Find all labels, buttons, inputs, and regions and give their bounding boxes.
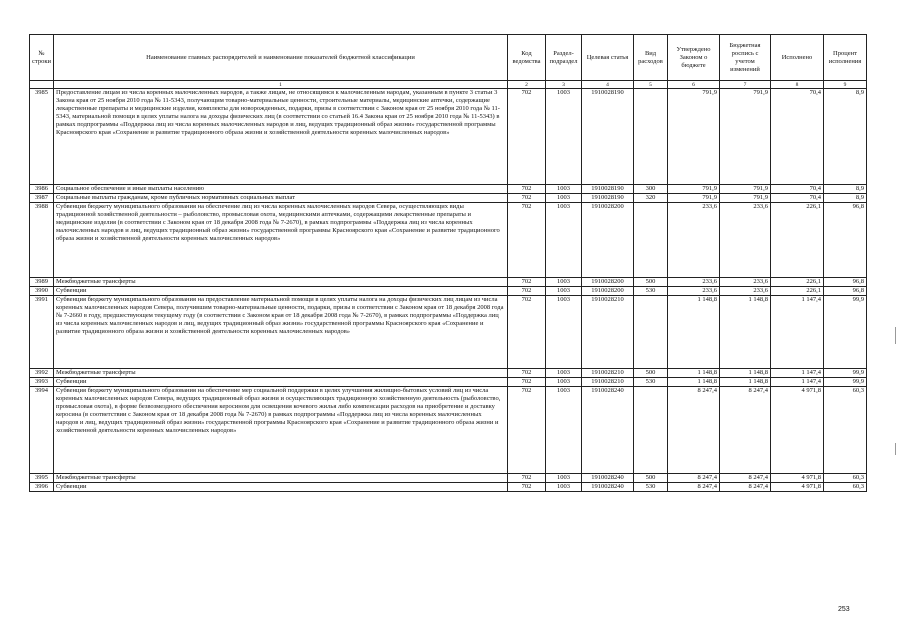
expense-type: 530 <box>634 287 668 296</box>
row-name: Социальное обеспечение и иные выплаты населению <box>54 185 508 194</box>
expense-type: 530 <box>634 378 668 387</box>
column-number: 7 <box>720 81 771 89</box>
section-code: 1003 <box>546 369 582 378</box>
executed-amount: 1 147,4 <box>771 369 824 378</box>
budget-amount: 1 148,8 <box>720 296 771 369</box>
row-name: Субвенция бюджету муниципального образования на обеспечение лиц из числа коренных малочисленных народов Севера, осуществляющих виды традиционной хозяйственной деятельности – рыболовство, промысловая охота, медицинскими аптечками, содержащими лекарственные препараты и медицинские изделия (в соответствии с Законом края от 18 декабря 2008 года № 7-2670), в рамках подпрограммы «Поддержка лиц из числа коренных малочисленных народов и лиц, ведущих традиционный образ жизни» государственной программы Красноярского края «Сохранение и развитие традиционного образа жизни и хозяйственной деятельности коренных малочисленных народов» <box>54 203 508 278</box>
table-row <box>30 287 867 296</box>
budget-amount: 791,9 <box>720 194 771 203</box>
row-number: 3986 <box>30 185 54 194</box>
target-article: 1910028240 <box>582 474 634 483</box>
approved-amount: 233,6 <box>668 287 720 296</box>
row-number: 3991 <box>30 296 54 369</box>
executed-amount: 1 147,4 <box>771 378 824 387</box>
budget-amount: 8 247,4 <box>720 474 771 483</box>
percent-executed: 99,9 <box>824 369 867 378</box>
expense-type: 500 <box>634 278 668 287</box>
column-number: 4 <box>582 81 634 89</box>
target-article: 1910028190 <box>582 89 634 185</box>
percent-executed: 60,3 <box>824 483 867 492</box>
percent-executed: 60,3 <box>824 474 867 483</box>
row-name: Субвенция бюджету муниципального образования на предоставление материальной помощи в целях уплаты налога на доходы физических лиц лицам из числа коренных малочисленных народов Севера, получившим товарно-материальные ценности, подарки, призы в соответствии с Законом края от 18 декабря 2008 года № 7-2660 в году, предшествующем текущему году (в соответствии с Законом края от 18 декабря 2008 года № 7-2670), в рамках подпрограммы «Поддержка лиц из числа коренных малочисленных народов и лиц, ведущих традиционный образ жизни» государственной программы Красноярского края «Сохранение и развитие традиционного образа жизни и хозяйственной деятельности коренных малочисленных народов» <box>54 296 508 369</box>
executed-amount: 4 971,8 <box>771 483 824 492</box>
target-article: 1910028200 <box>582 203 634 278</box>
table-row <box>30 483 867 492</box>
percent-executed: 99,9 <box>824 296 867 369</box>
table-row <box>30 203 867 278</box>
approved-amount: 791,9 <box>668 194 720 203</box>
table-row <box>30 296 867 369</box>
header-row-number: № строки <box>30 35 54 81</box>
table-row <box>30 194 867 203</box>
approved-amount: 233,6 <box>668 278 720 287</box>
expense-type: 320 <box>634 194 668 203</box>
row-name: Субвенции <box>54 378 508 387</box>
budget-amount: 233,6 <box>720 287 771 296</box>
dept-code: 702 <box>508 369 546 378</box>
target-article: 1910028210 <box>582 378 634 387</box>
target-article: 1910028190 <box>582 185 634 194</box>
dept-code: 702 <box>508 89 546 185</box>
executed-amount: 70,4 <box>771 89 824 185</box>
target-article: 1910028200 <box>582 287 634 296</box>
expense-type <box>634 387 668 474</box>
column-number: 5 <box>634 81 668 89</box>
row-number: 3989 <box>30 278 54 287</box>
approved-amount: 791,9 <box>668 185 720 194</box>
row-name: Межбюджетные трансферты <box>54 474 508 483</box>
table-row <box>30 278 867 287</box>
column-number <box>30 81 54 89</box>
row-number: 3985 <box>30 89 54 185</box>
dept-code: 702 <box>508 194 546 203</box>
executed-amount: 226,1 <box>771 203 824 278</box>
row-number: 3992 <box>30 369 54 378</box>
row-number: 3995 <box>30 474 54 483</box>
dept-code: 702 <box>508 185 546 194</box>
approved-amount: 233,6 <box>668 203 720 278</box>
row-name: Межбюджетные трансферты <box>54 278 508 287</box>
column-number: 8 <box>771 81 824 89</box>
budget-amount: 791,9 <box>720 185 771 194</box>
table-row <box>30 378 867 387</box>
header-target-article: Целевая статья <box>582 35 634 81</box>
row-name: Субвенции <box>54 287 508 296</box>
column-number: 2 <box>508 81 546 89</box>
section-code: 1003 <box>546 89 582 185</box>
expense-type: 300 <box>634 185 668 194</box>
table-row <box>30 474 867 483</box>
approved-amount: 8 247,4 <box>668 387 720 474</box>
row-number: 3996 <box>30 483 54 492</box>
executed-amount: 4 971,8 <box>771 474 824 483</box>
approved-amount: 8 247,4 <box>668 474 720 483</box>
dept-code: 702 <box>508 474 546 483</box>
table-row <box>30 369 867 378</box>
column-number: 3 <box>546 81 582 89</box>
expense-type: 500 <box>634 369 668 378</box>
header-approved: Утверждено Законом о бюджете <box>668 35 720 81</box>
row-number: 3987 <box>30 194 54 203</box>
section-code: 1003 <box>546 474 582 483</box>
row-name: Социальные выплаты гражданам, кроме публичных нормативных социальных выплат <box>54 194 508 203</box>
target-article: 1910028190 <box>582 194 634 203</box>
expense-type <box>634 203 668 278</box>
header-section: Раздел-подраздел <box>546 35 582 81</box>
row-name: Субвенция бюджету муниципального образования на обеспечение мер социальной поддержки в целях улучшения жилищно-бытовых условий лиц из числа коренных малочисленных народов Севера, ведущих традиционный образ жизни и осуществляющих традиционную хозяйственную деятельность (рыболовство, промысловая охота), в форме безвозмездного обеспечения керосином для освещения кочевого жилья либо компенсации расходов на приобретение и доставку керосина (в соответствии с Законом края от 18 декабря 2008 года № 7-2670) в рамках подпрограммы «Поддержка лиц из числа коренных малочисленных народов и лиц, ведущих традиционный образ жизни» государственной программы Красноярского края «Сохранение и развитие традиционного образа жизни и хозяйственной деятельности коренных малочисленных народов» <box>54 387 508 474</box>
column-number: 1 <box>54 81 508 89</box>
percent-executed: 8,9 <box>824 185 867 194</box>
row-number: 3994 <box>30 387 54 474</box>
budget-amount: 791,9 <box>720 89 771 185</box>
table-row <box>30 387 867 474</box>
scan-edge-mark <box>895 443 896 455</box>
budget-amount: 8 247,4 <box>720 387 771 474</box>
approved-amount: 1 148,8 <box>668 296 720 369</box>
header-executed: Исполнено <box>771 35 824 81</box>
section-code: 1003 <box>546 296 582 369</box>
executed-amount: 70,4 <box>771 194 824 203</box>
header-expense-type: Вид расходов <box>634 35 668 81</box>
target-article: 1910028240 <box>582 483 634 492</box>
dept-code: 702 <box>508 278 546 287</box>
header-dept-code: Код ведомства <box>508 35 546 81</box>
budget-amount: 233,6 <box>720 278 771 287</box>
percent-executed: 96,8 <box>824 287 867 296</box>
executed-amount: 70,4 <box>771 185 824 194</box>
percent-executed: 96,8 <box>824 278 867 287</box>
dept-code: 702 <box>508 287 546 296</box>
dept-code: 702 <box>508 387 546 474</box>
percent-executed: 8,9 <box>824 194 867 203</box>
expense-type: 530 <box>634 483 668 492</box>
scan-edge-mark <box>895 327 896 344</box>
executed-amount: 4 971,8 <box>771 387 824 474</box>
column-number-row <box>30 81 867 89</box>
header-name: Наименование главных распорядителей и наименование показателей бюджетной классификации <box>54 35 508 81</box>
executed-amount: 226,1 <box>771 278 824 287</box>
expense-type <box>634 89 668 185</box>
budget-amount: 233,6 <box>720 203 771 278</box>
table-row <box>30 185 867 194</box>
section-code: 1003 <box>546 203 582 278</box>
row-number: 3993 <box>30 378 54 387</box>
column-number: 9 <box>824 81 867 89</box>
dept-code: 702 <box>508 378 546 387</box>
table-row <box>30 89 867 185</box>
page-number: 253 <box>838 606 850 613</box>
budget-report-sheet <box>29 34 867 492</box>
dept-code: 702 <box>508 203 546 278</box>
row-name: Предоставление лицам из числа коренных малочисленных народов, а также лицам, не относящимся к малочисленным народам, указанным в пункте 3 статьи 3 Закона края от 25 ноября 2010 года № 11-5343, получающим товарно-материальные ценности, строительные материалы, медицинские аптечки, содержащие лекарственные препараты и медицинские изделия, комплекты для новорожденных, подарки, призы в соответствии с Законом края от 25 ноября 2010 года № 11-5343, материальной помощи в целях уплаты налога на доходы физических лиц (в соответствии со статьей 16.4 Закона края от 25 ноября 2010 года № 11-5343) в рамках подпрограммы «Поддержка лиц из числа коренных малочисленных народов и лиц, ведущих традиционный образ жизни» государственной программы Красноярского края «Сохранение и развитие традиционного образа жизни и хозяйственной деятельности коренных малочисленных народов» <box>54 89 508 185</box>
row-number: 3988 <box>30 203 54 278</box>
percent-executed: 60,3 <box>824 387 867 474</box>
approved-amount: 1 148,8 <box>668 378 720 387</box>
target-article: 1910028210 <box>582 369 634 378</box>
section-code: 1003 <box>546 278 582 287</box>
approved-amount: 1 148,8 <box>668 369 720 378</box>
table-header <box>30 35 867 89</box>
section-code: 1003 <box>546 387 582 474</box>
table-body <box>30 89 867 492</box>
percent-executed: 8,9 <box>824 89 867 185</box>
expense-type <box>634 296 668 369</box>
budget-amount: 8 247,4 <box>720 483 771 492</box>
row-name: Межбюджетные трансферты <box>54 369 508 378</box>
section-code: 1003 <box>546 194 582 203</box>
executed-amount: 226,1 <box>771 287 824 296</box>
row-name: Субвенции <box>54 483 508 492</box>
section-code: 1003 <box>546 287 582 296</box>
budget-amount: 1 148,8 <box>720 369 771 378</box>
section-code: 1003 <box>546 185 582 194</box>
header-percent: Процент исполнения <box>824 35 867 81</box>
expense-type: 500 <box>634 474 668 483</box>
column-number: 6 <box>668 81 720 89</box>
budget-amount: 1 148,8 <box>720 378 771 387</box>
section-code: 1003 <box>546 483 582 492</box>
target-article: 1910028210 <box>582 296 634 369</box>
dept-code: 702 <box>508 483 546 492</box>
budget-table <box>29 34 867 492</box>
header-budget-schedule: Бюджетная роспись с учетом изменений <box>720 35 771 81</box>
approved-amount: 791,9 <box>668 89 720 185</box>
target-article: 1910028200 <box>582 278 634 287</box>
section-code: 1003 <box>546 378 582 387</box>
percent-executed: 96,8 <box>824 203 867 278</box>
percent-executed: 99,9 <box>824 378 867 387</box>
approved-amount: 8 247,4 <box>668 483 720 492</box>
dept-code: 702 <box>508 296 546 369</box>
target-article: 1910028240 <box>582 387 634 474</box>
executed-amount: 1 147,4 <box>771 296 824 369</box>
row-number: 3990 <box>30 287 54 296</box>
